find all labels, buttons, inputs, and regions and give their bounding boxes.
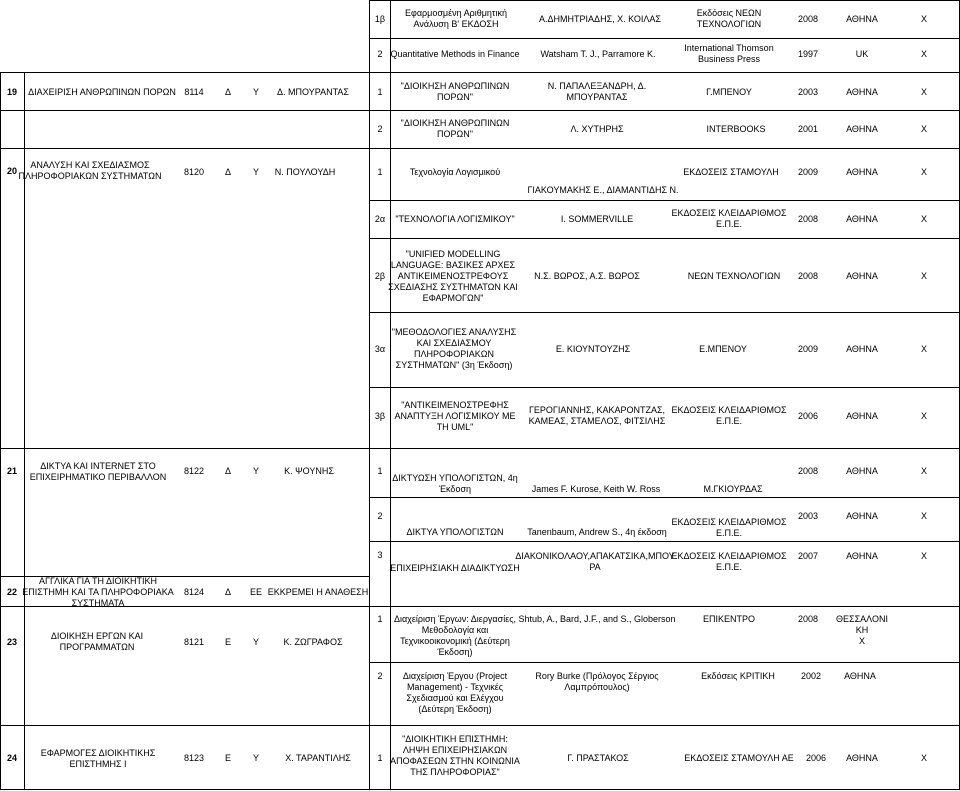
book-city: ΑΘΗΝΑ xyxy=(846,511,878,521)
book-authors-line: ΔΙΑΚΟΝΙΚΟΛΑΟΥ,ΑΠΑΚΑΤΣΙΚΑ,ΜΠΟΥ xyxy=(515,551,675,561)
book-title-line: ΔΙΚΤΥΩΣΗ ΥΠΟΛΟΓΙΣΤΩΝ, 4η xyxy=(392,473,518,483)
book-publisher-line: ΕΚΔΟΣΕΙΣ ΚΛΕΙΔΑΡΙΘΜΟΣ xyxy=(671,517,787,527)
course-code: 8124 xyxy=(183,587,205,597)
book-title-line: Ανάλυση Β' ΕΚΔΟΣΗ xyxy=(413,19,499,29)
book-title-line: Έκδοση xyxy=(438,484,472,494)
book-code: 1β xyxy=(374,14,386,24)
course-name-line: ΑΓΓΛΙΚΑ ΓΙΑ ΤΗ ΔΙΟΙΚΗΤΙΚΗ xyxy=(39,576,157,586)
book-publisher-line: ΤΕΧΝΟΛΟΓΙΩΝ xyxy=(696,19,762,29)
book-mark: Χ xyxy=(920,411,928,421)
book-publisher-line: International Thomson xyxy=(684,43,774,53)
book-publisher-line: ΕΚΔΟΣΕΙΣ ΚΛΕΙΔΑΡΙΘΜΟΣ xyxy=(671,405,787,415)
book-title-line: ΛΗΨΗ ΕΠΙΧΕΙΡΗΣΙΑΚΩΝ xyxy=(402,745,508,755)
book-authors: Ε. ΚΙΟΥΝΤΟΥΖΗΣ xyxy=(555,344,631,354)
course-type: Δ xyxy=(224,587,232,597)
course-name-line: ΣΥΣΤΗΜΑΤΑ xyxy=(71,598,125,608)
book-publisher: Μ.ΓΚΙΟΥΡΔΑΣ xyxy=(703,484,763,494)
book-publisher-line: ΕΚΔΟΣΕΙΣ ΚΛΕΙΔΑΡΙΘΜΟΣ xyxy=(671,551,787,561)
book-title-line: Έκδοση) xyxy=(437,647,473,657)
book-authors-line: ΓΕΡΟΓΙΑΝΝΗΣ, ΚΑΚΑΡΟΝΤΖΑΣ, xyxy=(528,405,666,415)
course-code: 8120 xyxy=(183,167,205,177)
book-title: ΔΙΚΤΥΑ ΥΠΟΛΟΓΙΣΤΩΝ xyxy=(406,527,504,537)
course-name-line: ΔΙΚΤΥΑ ΚΑΙ INTERNET ΣΤΟ xyxy=(40,461,156,471)
course-semester: ΕΕ xyxy=(249,587,263,597)
book-number: 2β xyxy=(374,271,386,281)
book-number: 1 xyxy=(377,614,383,624)
book-year: 1997 xyxy=(797,49,819,59)
book-authors-line: Λαμπρόπουλος) xyxy=(564,682,630,692)
course-teacher: ΕΚΚΡΕΜΕΙ Η ΑΝΑΘΕΣΗ xyxy=(267,587,369,597)
book-publisher: ΝΕΩΝ ΤΕΧΝΟΛΟΓΙΩΝ xyxy=(687,271,781,281)
book-year: 2008 xyxy=(797,466,819,476)
book-title: ΕΠΙΧΕΙΡΗΣΙΑΚΗ ΔΙΑΔΙΚΤΥΩΣΗ xyxy=(390,563,520,573)
book-publisher: INTERBOOKS xyxy=(706,124,766,134)
book-year: 2008 xyxy=(797,214,819,224)
book-city-line: ΘΕΣΣΑΛΟΝΙ xyxy=(836,614,888,624)
book-title-line: "ΔΙΟΙΚΗΤΙΚΗ ΕΠΙΣΤΗΜΗ: xyxy=(402,734,508,744)
course-code: 8121 xyxy=(183,637,205,647)
book-title-line: ΠΛΗΡΟΦΟΡΙΑΚΩΝ xyxy=(414,349,494,359)
book-authors: I. SOMMERVILLE xyxy=(560,214,634,224)
book-year: 2002 xyxy=(800,671,822,681)
book-city: ΑΘΗΝΑ xyxy=(844,671,876,681)
book-city: ΑΘΗΝΑ xyxy=(846,214,878,224)
course-code: 8123 xyxy=(183,753,205,763)
book-title: "ΤΕΧΝΟΛΟΓΙΑ ΛΟΓΙΣΜΙΚΟΥ" xyxy=(395,214,515,224)
book-year: 2008 xyxy=(797,14,819,24)
book-title-line: ΠΟΡΩΝ" xyxy=(437,129,473,139)
course-semester: Υ xyxy=(252,753,260,763)
book-publisher: ΕΠΙΚΕΝΤΡΟ xyxy=(702,614,756,624)
book-mark: Χ xyxy=(920,753,928,763)
book-publisher: ΕΚΔΟΣΕΙΣ ΣΤΑΜΟΥΛΗ xyxy=(683,167,779,177)
book-mark: Χ xyxy=(920,49,928,59)
book-mark: Χ xyxy=(920,214,928,224)
book-authors: Λ. ΧΥΤΗΡΗΣ xyxy=(570,124,624,134)
book-title-line: ΤΗΣ ΠΛΗΡΟΦΟΡΙΑΣ" xyxy=(410,767,500,777)
book-mark: Χ xyxy=(920,167,928,177)
book-year: 2001 xyxy=(797,124,819,134)
book-authors: Tanenbaum, Andrew S., 4η έκδοση xyxy=(527,527,667,537)
book-title-line: "ΔΙΟΙΚΗΣΗ ΑΝΘΡΩΠΙΝΩΝ xyxy=(400,118,510,128)
book-authors: Α.ΔΗΜΗΤΡΙΑΔΗΣ, Χ. ΚΟΙΛΑΣ xyxy=(539,14,661,24)
book-title-line: ΠΟΡΩΝ" xyxy=(437,92,473,102)
book-authors-line: Rory Burke (Πρόλογος Σέργιος xyxy=(535,671,659,681)
book-year: 2007 xyxy=(797,551,819,561)
course-number: 19 xyxy=(6,87,18,97)
course-name-line: ΠΛΗΡΟΦΟΡΙΑΚΩΝ ΣΥΣΤΗΜΑΤΩΝ xyxy=(18,171,162,181)
course-number: 23 xyxy=(6,637,18,647)
book-year: 2009 xyxy=(797,167,819,177)
book-title-line: Management) - Τεχνικές xyxy=(406,682,504,692)
book-year: 2008 xyxy=(797,271,819,281)
book-mark: Χ xyxy=(920,271,928,281)
book-number: 1 xyxy=(377,167,383,177)
course-code: 8122 xyxy=(183,466,205,476)
book-title-line: "ΑΝΤΙΚΕΙΜΕΝΟΣΤΡΕΦΗΣ xyxy=(401,400,509,410)
book-authors-line: ΜΠΟΥΡΑΝΤΑΣ xyxy=(566,92,628,102)
book-title-line: ΑΝΑΠΤΥΞΗ ΛΟΓΙΣΜΙΚΟΥ ΜΕ xyxy=(394,411,516,421)
course-teacher: Χ. ΤΑΡΑΝΤΙΛΗΣ xyxy=(285,753,351,763)
course-number: 21 xyxy=(6,466,18,476)
book-title-line: (Δεύτερη Έκδοση) xyxy=(418,704,492,714)
book-mark: Χ xyxy=(920,466,928,476)
course-type: Ε xyxy=(224,753,232,763)
course-semester: Υ xyxy=(252,637,260,647)
book-publisher: Γ.ΜΠΕΝΟΥ xyxy=(706,87,752,97)
course-name-line: ΕΠΙΧΕΙΡΗΜΑΤΙΚΟ ΠΕΡΙΒΑΛΛΟΝ xyxy=(29,472,167,482)
course-name-line: ΔΙΟΙΚΗΣΗ ΕΡΓΩΝ ΚΑΙ xyxy=(50,631,144,641)
course-name-line: ΕΦΑΡΜΟΓΕΣ ΔΙΟΙΚΗΤΙΚΗΣ xyxy=(40,748,156,758)
course-teacher: Κ. ΖΩΓΡΑΦΟΣ xyxy=(283,637,343,647)
course-name-line: ΠΡΟΓΡΑΜΜΑΤΩΝ xyxy=(59,642,135,652)
book-year: 2003 xyxy=(797,87,819,97)
book-mark: Χ xyxy=(920,124,928,134)
book-authors: Ν.Σ. ΒΩΡΟΣ, Α.Σ. ΒΩΡΟΣ xyxy=(534,271,640,281)
course-code: 8114 xyxy=(184,87,204,97)
book-title-line: Εφαρμοσμένη Αριθμητική xyxy=(405,8,507,18)
book-title-line: "ΜΕΘΟΔΟΛΟΓΙΕΣ ΑΝΑΛΥΣΗΣ xyxy=(391,327,517,337)
book-city: ΑΘΗΝΑ xyxy=(846,271,878,281)
book-number: 1 xyxy=(377,466,383,476)
book-publisher: ΕΚΔΟΣΕΙΣ ΣΤΑΜΟΥΛΗ ΑΕ xyxy=(684,753,794,763)
course-name-line: ΕΠΙΣΤΗΜΗΣ Ι xyxy=(69,759,127,769)
course-type: Δ xyxy=(224,87,232,97)
book-number: 1 xyxy=(377,87,383,97)
book-title-line: Διαχείριση Έργου (Project xyxy=(402,671,508,681)
book-city: ΑΘΗΝΑ xyxy=(846,466,878,476)
book-mark: Χ xyxy=(920,551,928,561)
book-year: 2006 xyxy=(805,753,827,763)
book-year: 2008 xyxy=(797,614,819,624)
book-publisher: Ε.ΜΠΕΝΟΥ xyxy=(699,344,747,354)
book-number: 3β xyxy=(374,411,386,421)
course-name-line: ΑΝΑΛΥΣΗ ΚΑΙ ΣΧΕΔΙΑΣΜΟΣ xyxy=(30,160,150,170)
course-type: Δ xyxy=(224,167,232,177)
book-publisher-line: Business Press xyxy=(697,54,761,64)
book-authors: ΓΙΑΚΟΥΜΑΚΗΣ Ε., ΔΙΑΜΑΝΤΙΔΗΣ Ν. xyxy=(527,185,679,195)
book-authors: Γ. ΠΡΑΣΤΑΚΟΣ xyxy=(567,753,629,763)
course-number: 20 xyxy=(6,166,18,176)
book-publisher: Εκδόσεις ΚΡΙΤΙΚΗ xyxy=(701,671,775,681)
book-number: 2 xyxy=(377,124,383,134)
course-type: Ε xyxy=(224,637,232,647)
book-city: ΑΘΗΝΑ xyxy=(846,753,878,763)
book-mark: Χ xyxy=(920,344,928,354)
book-title-line: Τεχνικοοικονομική (Δεύτερη xyxy=(400,636,510,646)
course-type: Δ xyxy=(224,466,232,476)
book-city: UK xyxy=(855,49,869,59)
book-publisher-line: ΕΚΔΟΣΕΙΣ ΚΛΕΙΔΑΡΙΘΜΟΣ xyxy=(671,208,787,218)
book-number: 2α xyxy=(374,214,386,224)
book-city-line: ΚΗ xyxy=(855,625,869,635)
book-title-line: ΣΥΣΤΗΜΑΤΩΝ" (3η Έκδοση) xyxy=(395,360,513,370)
course-teacher: Κ. ΨΟΥΝΗΣ xyxy=(284,466,334,476)
book-title: Quantitative Methods in Finance xyxy=(390,49,520,59)
course-semester: Υ xyxy=(252,87,260,97)
book-year: 2003 xyxy=(797,511,819,521)
book-title-line: ΚΑΙ ΣΧΕΔΙΑΣΜΟΥ xyxy=(416,338,492,348)
book-mark: Χ xyxy=(920,14,928,24)
book-authors-line: ΡΑ xyxy=(589,562,601,572)
book-authors: James F. Kurose, Keith W. Ross xyxy=(531,484,661,494)
book-number: 2 xyxy=(377,511,383,521)
course-teacher: Δ. ΜΠΟΥΡΑΝΤΑΣ xyxy=(277,87,349,97)
book-year: 2006 xyxy=(797,411,819,421)
book-title-line: ΑΝΤΙΚΕΙΜΕΝΟΣΤΡΕΦΟΥΣ xyxy=(397,271,509,281)
book-publisher-line: Ε.Π.Ε. xyxy=(715,528,743,538)
book-title-line: "UNIFIED MODELLING xyxy=(405,249,501,259)
book-title-line: LANGUAGE: ΒΑΣΙΚΕΣ ΑΡΧΕΣ xyxy=(390,260,516,270)
book-number: 3α xyxy=(374,344,386,354)
course-name-line: ΕΠΙΣΤΗΜΗ ΚΑΙ ΤΑ ΠΛΗΡΟΦΟΡΙΑΚΑ xyxy=(22,587,174,597)
book-title: Τεχνολογία Λογισμικού xyxy=(409,167,501,177)
book-number: 2 xyxy=(377,671,383,681)
course-number: 22 xyxy=(6,587,18,597)
book-authors: Watsham T. J., Parramore K. xyxy=(540,49,656,59)
book-city: ΑΘΗΝΑ xyxy=(846,167,878,177)
book-number: 3 xyxy=(377,550,383,560)
book-publisher-line: Ε.Π.Ε. xyxy=(715,562,743,572)
course-semester: Υ xyxy=(252,466,260,476)
book-code: 2 xyxy=(377,49,383,59)
course-number: 24 xyxy=(6,753,18,763)
book-title-line: Διαχείριση Έργων: Διεργασίες, xyxy=(393,614,517,624)
book-title-line: ΤΗ UML" xyxy=(436,422,474,432)
book-city: ΑΘΗΝΑ xyxy=(846,124,878,134)
book-title-line: Σχεδιασμού και Ελέγχου xyxy=(406,693,504,703)
book-title-line: "ΔΙΟΙΚΗΣΗ ΑΝΘΡΩΠΙΝΩΝ xyxy=(400,81,510,91)
book-authors-line: Ν. ΠΑΠΑΛΕΞΑΝΔΡΗ, Δ. xyxy=(547,81,647,91)
book-publisher-line: Ε.Π.Ε. xyxy=(715,219,743,229)
book-publisher-line: Εκδόσεις ΝΕΩΝ xyxy=(696,8,762,18)
book-city: ΑΘΗΝΑ xyxy=(846,411,878,421)
book-city: ΑΘΗΝΑ xyxy=(846,344,878,354)
book-publisher-line: Ε.Π.Ε. xyxy=(715,416,743,426)
book-mark: Χ xyxy=(858,636,866,646)
book-authors: Shtub, A., Bard, J.F., and S., Globerson xyxy=(518,614,676,624)
book-city: ΑΘΗΝΑ xyxy=(846,14,878,24)
book-mark: Χ xyxy=(920,87,928,97)
book-year: 2009 xyxy=(797,344,819,354)
book-title-line: ΑΠΟΦΑΣΕΩΝ ΣΤΗΝ ΚΟΙΝΩΝΙΑ xyxy=(390,756,520,766)
book-city: ΑΘΗΝΑ xyxy=(846,87,878,97)
course-teacher: Ν. ΠΟΥΛΟΥΔΗ xyxy=(274,167,336,177)
book-title-line: ΣΧΕΔΙΑΣΗΣ ΣΥΣΤΗΜΑΤΩΝ ΚΑΙ xyxy=(388,282,518,292)
book-title-line: ΕΦΑΡΜΟΓΩΝ" xyxy=(422,293,484,303)
course-name: ΔΙΑΧΕΙΡΙΣΗ ΑΝΘΡΩΠΙΝΩΝ ΠΟΡΩΝ xyxy=(28,87,176,97)
course-semester: Υ xyxy=(252,167,260,177)
book-number: 1 xyxy=(377,753,383,763)
book-city: ΑΘΗΝΑ xyxy=(846,551,878,561)
book-mark: Χ xyxy=(920,511,928,521)
book-authors-line: ΚΑΜΕΑΣ, ΣΤΑΜΕΛΟΣ, ΦΙΤΣΙΛΗΣ xyxy=(528,416,666,426)
book-title-line: Μεθοδολογία και xyxy=(421,625,489,635)
